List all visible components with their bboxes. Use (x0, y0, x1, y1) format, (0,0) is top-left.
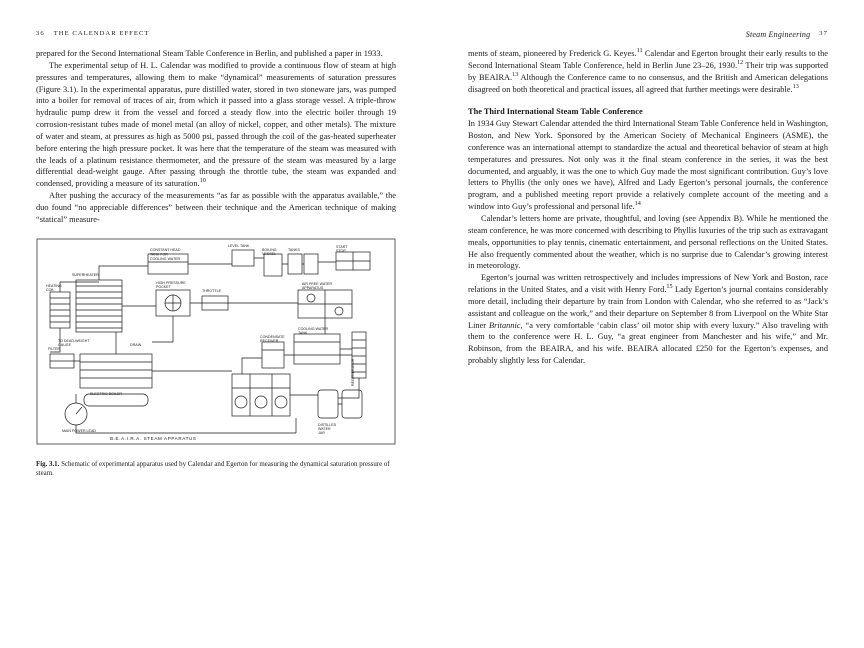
figure-label: HIGH PRESSURE (156, 280, 186, 285)
figure-label: LEVEL TANK (228, 243, 250, 248)
figure-label: POCKET (156, 284, 171, 289)
left-text-column (36, 48, 396, 479)
figure-label: SUPERHEATER (72, 272, 99, 277)
figure-footer-label: B.E.A.I.R.A. STEAM APPARATUS (110, 435, 197, 441)
figure-label: RECEIVER (260, 338, 279, 343)
footnote-marker: 13 (792, 82, 799, 90)
figure-label: GAUGE (58, 342, 71, 347)
figure-3-1 (36, 238, 396, 479)
figure-label: COOLING WATER (298, 326, 329, 331)
footnote-marker: 12 (737, 59, 744, 67)
figure-caption-label: Fig. 3.1. (36, 460, 60, 468)
figure-label: TANK FOR (150, 252, 168, 257)
footnote-marker: 15 (666, 283, 673, 291)
right-page (432, 0, 864, 648)
figure-label: TANK (298, 330, 308, 335)
paragraph (468, 48, 828, 95)
ship-name: Britannic (488, 320, 521, 330)
figure-label: REGENERATOR (351, 358, 355, 386)
figure-caption-text: Schematic of experimental apparatus used by Calendar and Egerton for measuring the dynamical saturation pressure of steam. (36, 460, 390, 478)
figure-label: COIL (46, 287, 55, 292)
right-running-title: Steam Engineering (745, 30, 811, 39)
figure-label: TO DEAD-WEIGHT (58, 338, 90, 343)
section-subhead: The Third International Steam Table Conference (468, 106, 643, 116)
figure-label: DRAIN (130, 342, 142, 347)
paragraph (36, 60, 396, 190)
figure-label: DISTILLED (318, 422, 337, 427)
figure-label: CONSTANT HEAD (150, 247, 181, 252)
paragraph-text: ments of steam, pioneered by Frederick G. Keyes.$^{11}$ Calendar and Egerton brought their early results to the Second International Steam Table Conference, held in Berlin June 23–26, 1930.12 Their trip was supported by BEAIRA.$^{13}$ Although the Conference came to no consensus, and the British and American delegations disagreed on both theoretical and practical issues, all agreed that further meetings were desirable.$^{13}$ (468, 47, 828, 94)
paragraph: Calendar’s letters home are private, thoughtful, and loving (see Appendix B). While he mentioned the steam conference, he was more concerned with describing to Phyllis luxuries of the trip such as extravagant meals, opportunities to play tennis, cinematic entertainment, and personal reflections on the United States. He also frequently commented about the weather, which is no surprise due to Calendar’s growing interest in meteorology. (468, 213, 828, 271)
figure-label: CONDENSATE (260, 334, 285, 339)
figure-label: COOLING WATER (150, 256, 181, 261)
figure-label: START (336, 244, 348, 249)
figure-label: FILTER (48, 346, 61, 351)
right-text-column (468, 48, 828, 367)
figure-label: VESSEL (262, 251, 276, 256)
paragraph-text: The experimental setup of H. L. Calendar was modified to provide a continuous flow of steam at high pressures and temperatures, allowing them to make “dynamical” measurements of saturation pressures (Figure 3.1). In the experimental apparatus, pure distilled water, stored in two stoneware jars, was pumped into a boiler for removal of traces of air, from which it passed into a glass storage vessel. A triple-throw hydraulic pump drew it from the vessel and forced a steady flow into the electric boiler through 19 corrosion-resistant tubes made of monel metal (an alloy of nickel, copper, and other metals). The mixture of water and steam, at pressures as high as 5000 psi, passed through the coil of the gas-heated superheater before entering the high pressure pocket. It was here that the temperature of the steam was measured with the leads of a platinum resistance thermometer, and the pressure of the steam was measured by a large differential dead-weight gauge. After passing through the throttle tube, the steam was expanded and condensed, providing a measure of its saturation. (36, 60, 396, 189)
figure-label: BOILING (262, 247, 277, 252)
figure-label: JAR (318, 430, 325, 435)
paragraph-text: In 1934 Guy Stewart Calendar attended the third International Steam Table Conference held in Washington, Boston, and New York. Sponsored by the American Society of Mechanical Engineers (ASME), the conference was an international attempt to standardize the actual and theoretical behavior of steam at high temperatures and pressures. Not only was it the final steam conference in the series, it was the best documented, and arguably, it was the one to which Guy made the most significant contribution. Guy’s love letters to Phyllis (the only ones we have), Alfred and Lady Egerton’s personal journals, the conference program, and a published meeting report provide a relatively complete account of the meeting and a window into Guy’s professional and personal life. (468, 119, 828, 212)
figure-label: WATER (318, 426, 331, 431)
figure-label: TANKS (288, 247, 300, 252)
figure-label: APPARATUS (302, 285, 324, 290)
left-folio: 36 (36, 30, 45, 37)
left-running-title: THE CALENDAR EFFECT (53, 30, 150, 37)
figure-image (36, 238, 396, 453)
footnote-marker: 10 (199, 177, 206, 185)
figure-label: HEATING (46, 283, 62, 288)
footnote-marker: 13 (512, 70, 519, 78)
figure-caption (36, 460, 396, 479)
left-running-head (36, 30, 396, 48)
footnote-marker: 11 (636, 47, 643, 55)
figure-label: MAIN POWER LEAD (62, 428, 96, 433)
right-running-head (468, 30, 828, 48)
paragraph (468, 118, 828, 213)
figure-label: AIR FREE WATER (302, 281, 333, 286)
figure-label: ELECTRIC BOILER (90, 391, 122, 396)
figure-label: THROTTLE (202, 288, 221, 293)
footnote-marker: 14 (634, 200, 641, 208)
right-folio: 37 (819, 30, 828, 37)
paragraph: After pushing the accuracy of the measurements “as far as possible with the apparatus available,” the duo found “no appreciable differences” between their technique and the American technique of making “statical” measure- (36, 191, 396, 224)
paragraph: Egerton’s journal was written retrospectively and includes impressions of New York and Boston, race relations in the United States, and a visit with Henry Ford.$^{15}$ Lady Egerton’s journal contains considerably more detail, including their departure by train from London with Calendar, who she referred to as “Jack’s assistant and colleague on the work,” and their departure on September 8 from Liverpool on the White Star Liner Britannic, “a very comfortable ‘cabin class’ oil motor ship with every luxury.” Also traveling with them to the conference were H. L. Guy, “a great engineer from Manchester and his wife,” and Mr. Robinson, from the BEAIRA, and his wife. BEAIRA allocated £250 for the Egerton’s expenses, and probably slightly less for Calendar. (468, 273, 828, 366)
figure-label: STOP (336, 248, 346, 253)
paragraph: prepared for the Second International Steam Table Conference in Berlin, and published a paper in 1933. (36, 49, 383, 58)
